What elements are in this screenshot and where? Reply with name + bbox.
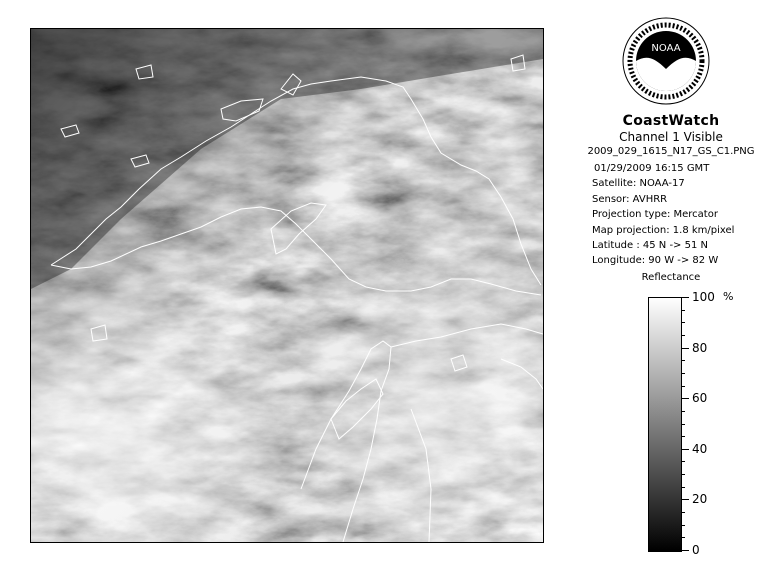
projection-label: Projection type: Mercator [592,209,718,221]
colorbar-tick-label: 100 [692,290,715,304]
colorbar-tick-label: 80 [692,341,708,355]
map-projection-label: Map projection: 1.8 km/pixel [592,224,735,236]
legend-panel [560,0,782,572]
colorbar-minor-tick [681,512,685,513]
colorbar-minor-tick [681,373,685,374]
satellite-image [30,28,544,543]
colorbar-minor-tick [681,424,685,425]
colorbar-major-tick [681,398,689,399]
colorbar-minor-tick [681,537,685,538]
colorbar-major-tick [681,499,689,500]
colorbar-minor-tick [681,322,685,323]
satellite-label: Satellite: NOAA-17 [592,178,685,190]
colorbar [648,297,682,552]
colorbar-minor-tick [681,436,685,437]
colorbar-major-tick [681,348,689,349]
colorbar-tick-label: 60 [692,391,708,405]
colorbar-major-tick [681,297,689,298]
satellite-image-svg [31,29,543,542]
colorbar-minor-tick [681,360,685,361]
metadata-block [592,161,734,269]
colorbar-minor-tick [681,386,685,387]
longitude-label: Longitude: 90 W -> 82 W [592,255,719,267]
logo-text: NOAA [651,43,681,54]
colorbar-tick-label: 20 [692,492,708,506]
colorbar-major-tick [681,449,689,450]
filename-label: 2009_029_1615_N17_GS_C1.PNG [587,146,755,157]
latitude-label: Latitude : 45 N -> 51 N [592,240,708,252]
colorbar-minor-tick [681,411,685,412]
colorbar-tick-label: 0 [692,543,700,557]
channel-label: Channel 1 Visible [619,130,723,144]
colorbar-major-tick [681,550,689,551]
colorbar-title: Reflectance [641,272,701,283]
sensor-label: Sensor: AVHRR [592,193,668,205]
colorbar-minor-tick [681,525,685,526]
colorbar-tick-label: 40 [692,442,708,456]
colorbar-minor-tick [681,335,685,336]
noaa-logo-icon [622,17,710,105]
colorbar-minor-tick [681,474,685,475]
colorbar-ticks [681,290,741,557]
colorbar-unit: % [723,290,734,303]
colorbar-minor-tick [681,310,685,311]
colorbar-minor-tick [681,487,685,488]
colorbar-minor-tick [681,461,685,462]
brand-title: CoastWatch [622,113,720,129]
datetime-label: 01/29/2009 16:15 GMT [594,163,710,174]
